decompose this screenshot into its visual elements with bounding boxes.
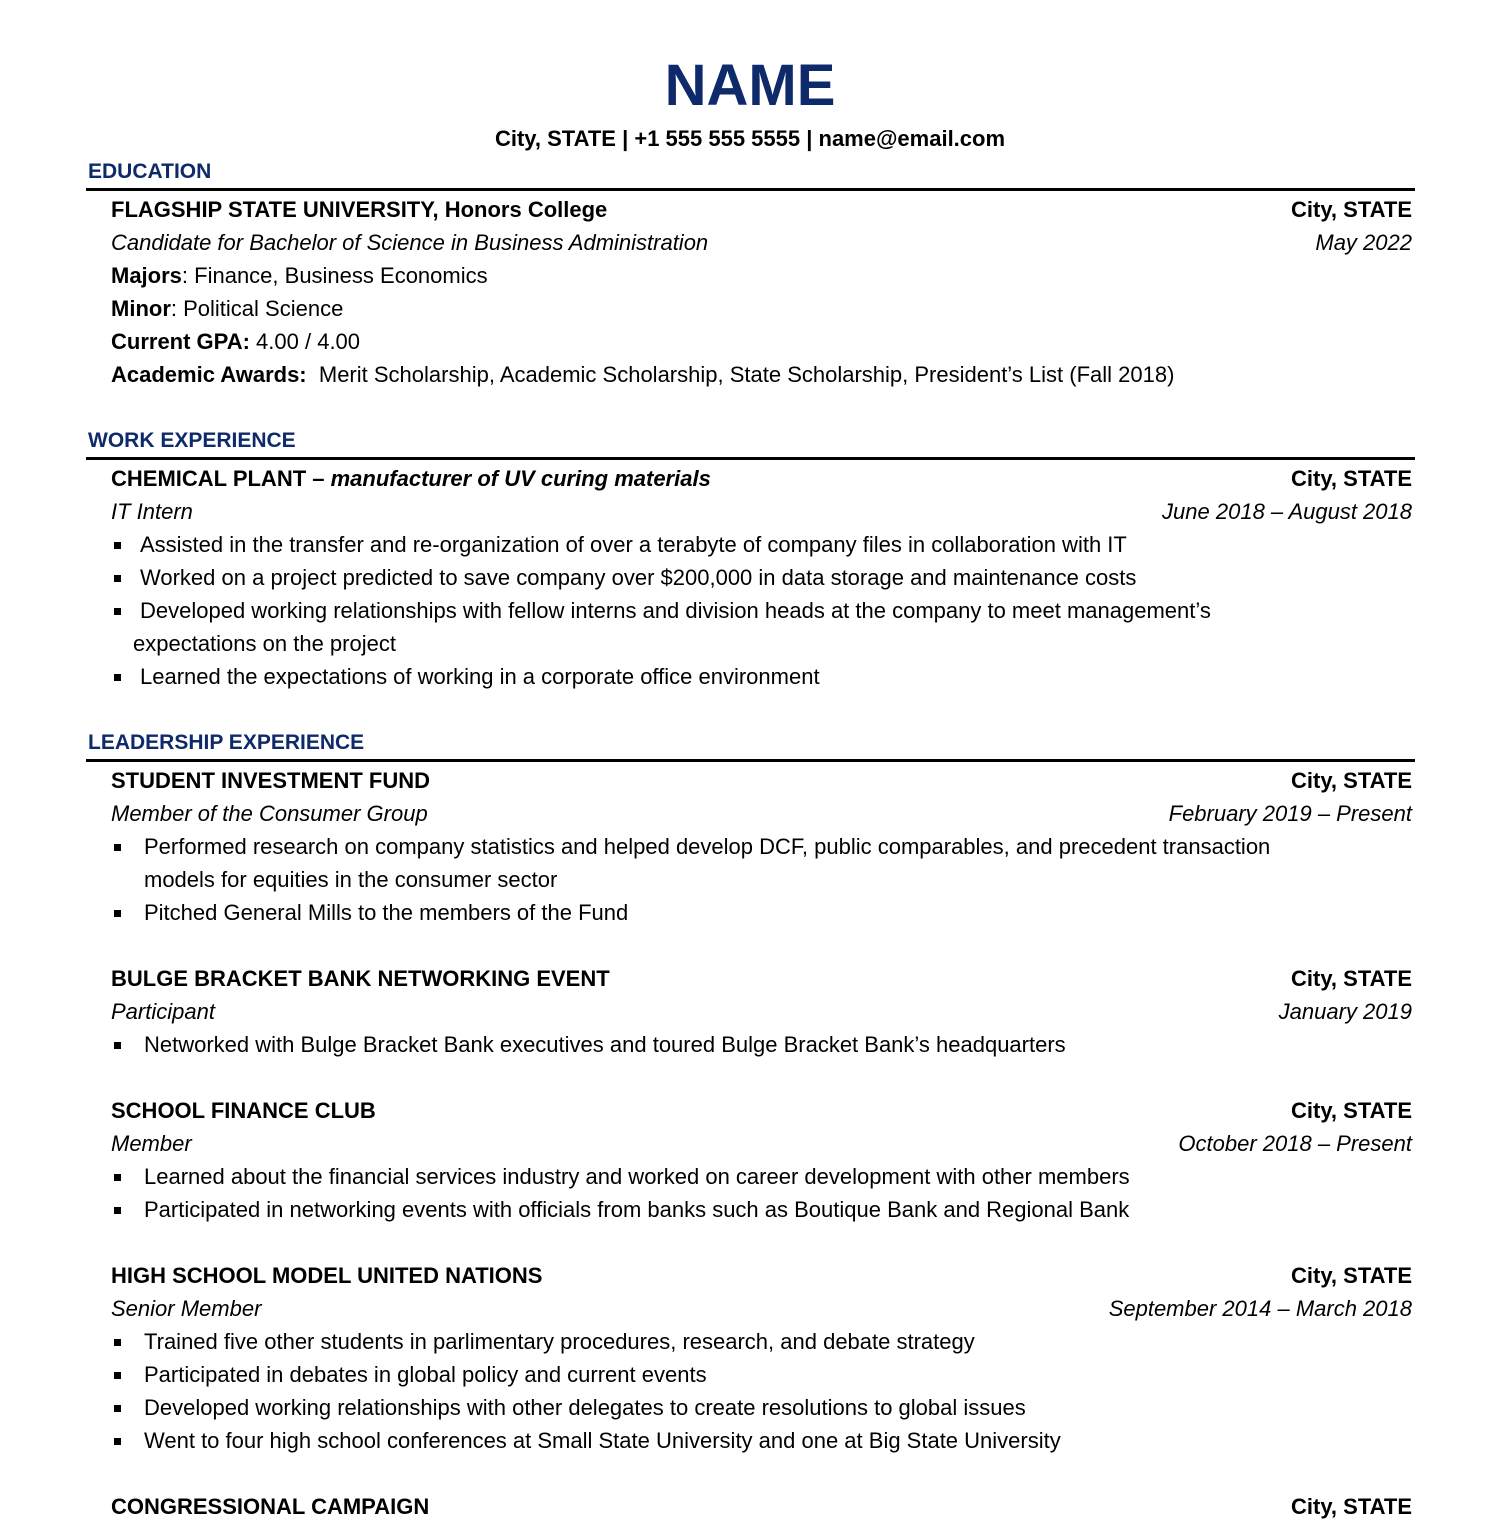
role: Member	[111, 1131, 192, 1156]
gpa-value: 4.00 / 4.00	[249, 329, 361, 354]
org-location: City, STATE	[1291, 768, 1412, 793]
resume-page	[0, 50, 1500, 1523]
bullet-icon	[114, 1207, 121, 1214]
bullet-item	[0, 1391, 1500, 1424]
section-divider	[86, 457, 1415, 460]
bullet-icon	[114, 910, 121, 917]
work-org	[111, 462, 711, 495]
bullet-item	[0, 896, 1500, 929]
role: Member of the Consumer Group	[111, 801, 428, 826]
school-name: FLAGSHIP STATE UNIVERSITY, Honors College	[111, 197, 608, 222]
bullet-icon	[114, 674, 121, 681]
entry-org-row	[111, 962, 1412, 995]
bullet-text: Went to four high school conferences at Small State University and one at Big State University	[144, 1428, 1061, 1453]
bullet-text: Trained five other students in parlimentary procedures, research, and debate strategy	[144, 1329, 975, 1354]
bullet-item	[0, 660, 1500, 693]
work-location: City, STATE	[1291, 466, 1412, 491]
majors-value: : Finance, Business Economics	[181, 263, 488, 288]
bullet-icon	[114, 844, 121, 851]
bullet-item	[0, 561, 1500, 594]
org-location: City, STATE	[1291, 966, 1412, 991]
role: Senior Member	[111, 1296, 262, 1321]
org-description: manufacturer of UV curing materials	[330, 466, 711, 491]
bullet-text: Worked on a project predicted to save company over $200,000 in data storage and maintenance costs	[140, 565, 1137, 590]
bullet-icon	[114, 1042, 121, 1049]
bullet-text: Networked with Bulge Bracket Bank executives and toured Bulge Bracket Bank’s headquarters	[144, 1032, 1066, 1057]
bullet-text: Performed research on company statistics and helped develop DCF, public comparables, and precedent transaction	[144, 834, 1271, 859]
date: October 2018 – Present	[1178, 1131, 1412, 1156]
work-date: June 2018 – August 2018	[1162, 499, 1412, 524]
bullet-text: Learned about the financial services industry and worked on career development with other members	[144, 1164, 1130, 1189]
resume-name: NAME	[664, 53, 836, 118]
work-role: IT Intern	[111, 499, 193, 524]
bullet-item	[0, 1325, 1500, 1358]
bullet-item	[0, 594, 1500, 627]
bullet-icon	[114, 608, 121, 615]
bullet-icon	[114, 1372, 121, 1379]
org-name: CONGRESSIONAL CAMPAIGN	[111, 1494, 430, 1519]
entry-role-row	[111, 1292, 1412, 1325]
work-org-row	[111, 462, 1412, 495]
bullet-icon	[114, 1339, 121, 1346]
date: February 2019 – Present	[1168, 801, 1412, 826]
org-location: City, STATE	[1291, 1494, 1412, 1519]
entry-org-row	[111, 764, 1412, 797]
contact-line: City, STATE | +1 555 555 5555 | name@email.com	[494, 126, 1006, 151]
bullet-item	[0, 528, 1500, 561]
awards-value: Merit Scholarship, Academic Scholarship, State Scholarship, President’s List (Fall 2018)	[306, 362, 1175, 387]
awards-line	[111, 358, 1500, 391]
bullet-text: Developed working relationships with fellow interns and division heads at the company to meet management’s	[140, 598, 1211, 623]
bullet-icon	[114, 542, 121, 549]
org-location: City, STATE	[1291, 1098, 1412, 1123]
bullet-item	[0, 1358, 1500, 1391]
awards-label: Academic Awards:	[111, 362, 307, 387]
section-divider	[86, 759, 1415, 762]
bullet-text: Participated in networking events with officials from banks such as Boutique Bank and Regional Bank	[144, 1197, 1130, 1222]
org-name: STUDENT INVESTMENT FUND	[111, 768, 430, 793]
entry-org-row	[111, 1094, 1412, 1127]
majors-line	[111, 259, 1500, 292]
graduation-date: May 2022	[1315, 230, 1412, 255]
bullet-continuation	[0, 863, 1500, 896]
bullet-text: Participated in debates in global policy and current events	[144, 1362, 707, 1387]
date: September 2014 – March 2018	[1108, 1296, 1412, 1321]
entry-role-row	[111, 995, 1412, 1028]
bullet-icon	[114, 1438, 121, 1445]
entry-org-row	[111, 1259, 1412, 1292]
bullet-text: Pitched General Mills to the members of the Fund	[144, 900, 629, 925]
bullet-item	[0, 1424, 1500, 1457]
section-heading-work: WORK EXPERIENCE	[88, 429, 296, 452]
degree: Candidate for Bachelor of Science in Business Administration	[111, 230, 709, 255]
org-name: BULGE BRACKET BANK NETWORKING EVENT	[111, 966, 610, 991]
org-name: HIGH SCHOOL MODEL UNITED NATIONS	[111, 1263, 543, 1288]
gpa-label: Current GPA:	[111, 329, 250, 354]
entry-role-row	[111, 797, 1412, 830]
role: Participant	[111, 999, 215, 1024]
section-divider	[86, 188, 1415, 191]
bullet-text: expectations on the project	[133, 631, 396, 656]
bullet-text: Developed working relationships with other delegates to create resolutions to global issues	[144, 1395, 1026, 1420]
section-heading-leadership: LEADERSHIP EXPERIENCE	[88, 731, 365, 754]
org-name: CHEMICAL PLANT –	[111, 466, 331, 491]
education-degree-row	[111, 226, 1412, 259]
minor-line	[111, 292, 1500, 325]
education-school-row	[111, 193, 1412, 226]
bullet-icon	[114, 1405, 121, 1412]
bullet-text: models for equities in the consumer sector	[144, 867, 558, 892]
minor-value: : Political Science	[170, 296, 344, 321]
bullet-text: Assisted in the transfer and re-organization of over a terabyte of company files in collaboration with IT	[140, 532, 1127, 557]
entry-role-row	[111, 1127, 1412, 1160]
date: January 2019	[1278, 999, 1412, 1024]
bullet-icon	[114, 1174, 121, 1181]
org-name: SCHOOL FINANCE CLUB	[111, 1098, 376, 1123]
org-location: City, STATE	[1291, 1263, 1412, 1288]
section-heading-education: EDUCATION	[88, 160, 212, 183]
bullet-item	[0, 1028, 1500, 1061]
bullet-icon	[114, 575, 121, 582]
bullet-text: Learned the expectations of working in a corporate office environment	[140, 664, 820, 689]
majors-label: Majors	[111, 263, 182, 288]
gpa-line	[111, 325, 1500, 358]
school-location: City, STATE	[1291, 197, 1412, 222]
bullet-item	[0, 1160, 1500, 1193]
minor-label: Minor	[111, 296, 171, 321]
bullet-item	[0, 830, 1500, 863]
entry-org-row	[111, 1490, 1412, 1523]
bullet-item	[0, 1193, 1500, 1226]
bullet-continuation	[0, 627, 1500, 660]
work-role-row	[111, 495, 1412, 528]
